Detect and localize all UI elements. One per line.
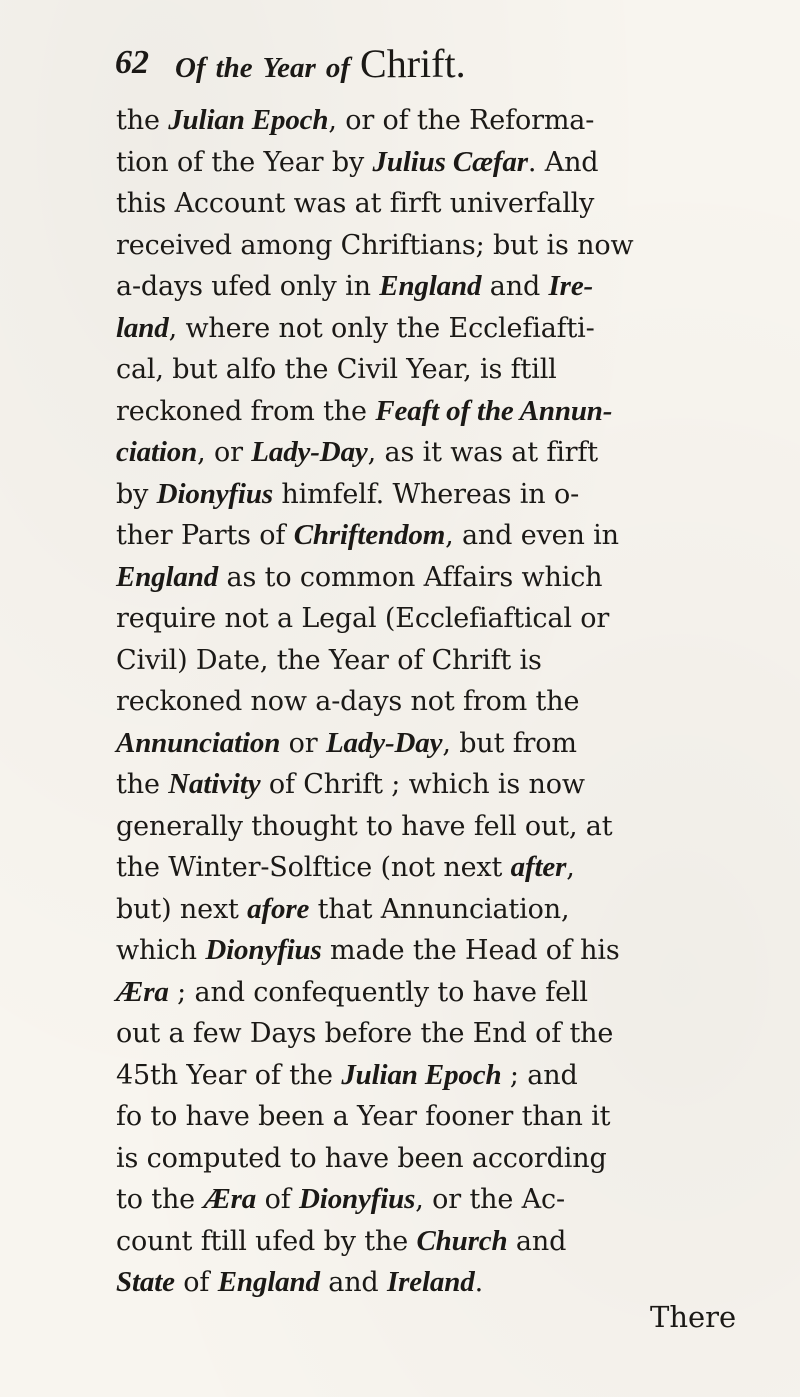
running-title [175, 40, 466, 87]
text-span: made the Head of his [321, 935, 620, 966]
running-title-space-1 [206, 41, 216, 86]
text-span: of Chrift ; which is now [260, 769, 585, 800]
catchword: There [650, 1300, 737, 1334]
text-span: of [174, 1267, 218, 1298]
italic-span: Lady-Day [251, 436, 368, 468]
text-span: is computed to have been according [116, 1142, 607, 1174]
text-line [116, 391, 756, 433]
text-span: and [319, 1267, 387, 1298]
italic-span: Æra [116, 975, 169, 1008]
text-span: this Account was at firft univerfally [116, 188, 595, 219]
text-span: and [507, 1225, 567, 1257]
italic-span: Julian Epoch [341, 1058, 502, 1091]
text-span: reckoned from the [116, 395, 376, 427]
italic-span: England [116, 560, 219, 593]
text-line [116, 142, 756, 184]
running-title-christ: Chrift. [350, 41, 466, 86]
text-span: out a few Days before the End of the [116, 1018, 614, 1049]
text-span: ; and confequently to have fell [168, 976, 588, 1008]
text-span: ther Parts of [116, 520, 294, 551]
running-title-the: the [215, 52, 253, 84]
text-line [116, 1221, 756, 1263]
text-line [116, 1179, 756, 1221]
text-line [116, 349, 756, 391]
italic-span: England [379, 270, 482, 302]
text-span: generally thought to have fell out, at [116, 810, 613, 842]
running-title-space-3 [316, 41, 326, 86]
text-span: to the [116, 1184, 204, 1215]
text-span: 45th Year of the [116, 1059, 342, 1091]
text-line [116, 889, 756, 931]
text-line [116, 225, 756, 267]
text-span: or [280, 727, 326, 759]
text-line [116, 266, 756, 308]
text-line [116, 806, 756, 848]
text-span: reckoned now a-days not from the [116, 686, 580, 717]
text-span: . [474, 1267, 484, 1298]
text-line [116, 598, 756, 640]
page-number: 62 [115, 44, 149, 81]
text-line [116, 100, 756, 142]
text-line [116, 557, 756, 599]
text-span: which [116, 935, 206, 966]
italic-span: Ireland [387, 1266, 475, 1298]
text-line [116, 930, 756, 972]
text-line [116, 308, 756, 350]
text-span: , or [197, 437, 252, 468]
italic-span: Annunciation [116, 726, 281, 759]
text-span: and [481, 271, 549, 302]
italic-span: Church [416, 1224, 508, 1257]
body-text [116, 100, 756, 1304]
text-line [116, 432, 756, 474]
text-span: the [116, 769, 169, 800]
italic-span: land [116, 311, 169, 344]
italic-span: Feaft of the Annun- [375, 394, 613, 427]
text-span: , or of the Reforma- [328, 105, 595, 136]
italic-span: Nativity [168, 768, 261, 800]
text-span: a-days ufed only in [116, 271, 380, 302]
text-span: require not a Legal (Ecclefiaftical or [116, 603, 610, 634]
text-line [116, 1262, 756, 1304]
text-span: by [116, 478, 157, 510]
italic-span: Chriftendom [293, 519, 446, 551]
text-span: cal, but alfo the Civil Year, is ftill [116, 354, 557, 385]
text-span: , but from [442, 727, 577, 759]
text-span: as to common Affairs which [218, 561, 603, 593]
italic-span: Julius Cæfar [372, 145, 528, 178]
text-line [116, 640, 756, 682]
text-span: , where not only the Ecclefiafti- [168, 312, 595, 344]
text-span: himfelf. Whereas in o- [272, 478, 580, 510]
running-title-year: Year [262, 52, 316, 84]
running-title-space-2 [253, 41, 263, 86]
text-span: fo to have been a Year fooner than it [116, 1101, 611, 1132]
text-span: , [566, 852, 575, 883]
text-line [116, 1013, 756, 1055]
text-line [116, 1138, 756, 1180]
italic-span: after [510, 851, 567, 883]
italic-span: Julian Epoch [168, 104, 329, 136]
italic-span: Dionyfius [205, 934, 322, 966]
text-span: Civil) Date, the Year of Chrift is [116, 644, 542, 676]
italic-span: State [116, 1266, 175, 1298]
text-span: that Annunciation, [309, 893, 570, 925]
text-line [116, 764, 756, 806]
text-line [116, 1055, 756, 1097]
text-line [116, 723, 756, 765]
text-span: . And [527, 146, 599, 178]
text-span: of [256, 1184, 299, 1215]
italic-span: Dionyfius [156, 477, 273, 510]
text-span: count ftill ufed by the [116, 1225, 417, 1257]
italic-span: Dionyfius [299, 1183, 416, 1215]
italic-span: Ire- [548, 270, 594, 302]
text-span: tion of the Year by [116, 146, 373, 178]
text-line [116, 1096, 756, 1138]
text-span: the Winter-Solftice (not next [116, 852, 511, 883]
text-line [116, 681, 756, 723]
text-line [116, 183, 756, 225]
running-title-of: Of [175, 52, 206, 84]
text-span: , and even in [445, 520, 619, 551]
italic-span: England [217, 1266, 320, 1298]
text-span: , as it was at firft [367, 437, 598, 468]
running-head [115, 40, 735, 100]
running-title-of-2: of [325, 52, 351, 84]
text-span: but) next [116, 893, 248, 925]
text-line [116, 474, 756, 516]
text-line [116, 847, 756, 889]
text-line [116, 972, 756, 1014]
italic-span: ciation [116, 436, 198, 468]
text-span: , or the Ac- [415, 1184, 565, 1215]
italic-span: Æra [203, 1183, 257, 1215]
italic-span: afore [247, 892, 310, 925]
text-span: received among Chriftians; but is now [116, 229, 634, 261]
text-span: ; and [501, 1059, 578, 1091]
text-line [116, 515, 756, 557]
italic-span: Lady-Day [325, 726, 443, 759]
text-span: the [116, 105, 169, 136]
